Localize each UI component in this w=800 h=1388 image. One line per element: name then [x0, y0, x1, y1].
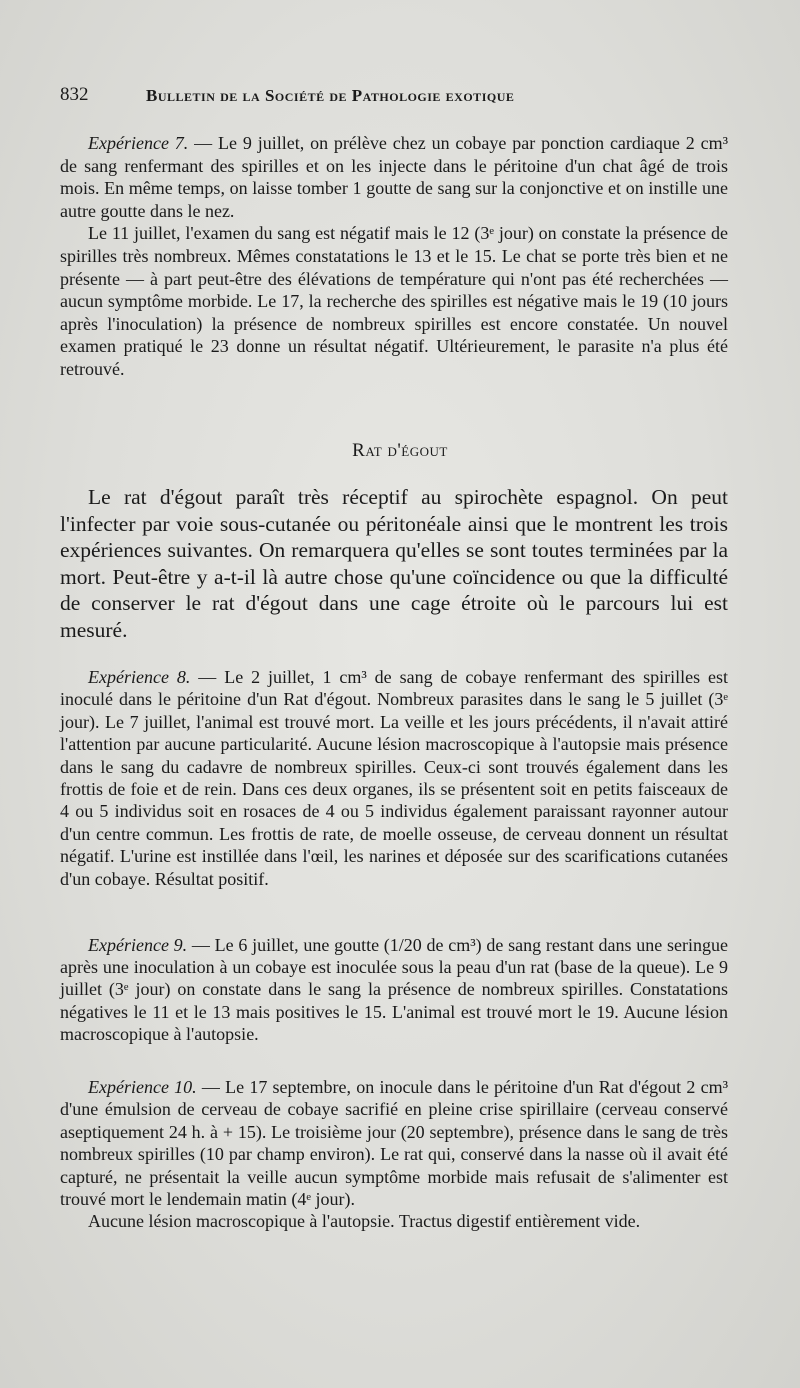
experience-7-paragraph-1 — [60, 132, 728, 222]
experience-10-label: Expérience 10. — [88, 1077, 197, 1097]
experience-7-label: Expérience 7. — [88, 133, 189, 153]
experience-7 — [60, 132, 728, 381]
experience-9-paragraph-1 — [60, 934, 728, 1045]
lead-paragraph-block — [60, 484, 728, 644]
running-title: Bulletin de la Société de Pathologie exotique — [146, 86, 515, 105]
experience-10 — [60, 1076, 728, 1233]
experience-9-label: Expérience 9. — [88, 935, 188, 955]
page-header — [60, 84, 720, 114]
experience-9 — [60, 934, 728, 1045]
experience-7-text-1: — Le 9 juillet, on prélève chez un cobaye par ponction cardiaque 2 cm³ de sang renfermant des spirilles et on les injecte dans le péritoine d'un chat âgé de trois mois. En même temps, on laisse tomber 1 goutte de sang sur la conjonctive et on instille une autre goutte dans le nez. — [60, 133, 728, 221]
experience-8 — [60, 666, 728, 890]
experience-8-paragraph-1 — [60, 666, 728, 890]
experience-9-text-1: — Le 6 juillet, une goutte (1/20 de cm³) de sang restant dans une seringue après une inoculation à un cobaye est inoculée sous la peau d'un rat (base de la queue). Le 9 juillet (3ᵉ jour) on constate dans le sang la présence de nombreux spirilles. Constatations négatives le 11 et le 13 mais positives le 15. L'animal est trouvé mort le 19. Aucune lésion macroscopique à l'autopsie. — [60, 935, 728, 1044]
experience-7-paragraph-2: Le 11 juillet, l'examen du sang est négatif mais le 12 (3ᵉ jour) on constate la présence de spirilles très nombreux. Mêmes constatations le 13 et le 15. Le chat se porte très bien et ne présente — à part peut-être des élévations de température qui n'ont pas été recherchées — aucun symptôme morbide. Le 17, la recherche des spirilles est négative mais le 19 (10 jours après l'inoculation) la présence de nombreux spirilles est encore constatée. Un nouvel examen pratiqué le 23 donne un résultat négatif. Ultérieurement, le parasite n'a plus été retrouvé. — [60, 223, 728, 379]
experience-8-label: Expérience 8. — [88, 667, 191, 687]
experience-10-paragraph-2: Aucune lésion macroscopique à l'autopsie. Tractus digestif entièrement vide. — [88, 1211, 641, 1232]
section-title: Rat d'égout — [352, 440, 448, 461]
lead-paragraph: Le rat d'égout paraît très réceptif au spirochète espagnol. On peut l'infecter par voie sous-cutanée ou péritonéale ainsi que le montrent les trois expériences suivantes. On remarquera qu'elles se sont toutes terminées par la mort. Peut-être y a-t-il là autre chose qu'une coïncidence ou que la difficulté de conserver le rat d'égout dans une cage étroite où le parcours lui est mesuré. — [60, 485, 728, 642]
experience-10-paragraph-1 — [60, 1076, 728, 1210]
page-number: 832 — [60, 84, 89, 105]
experience-10-text-1: — Le 17 septembre, on inocule dans le péritoine d'un Rat d'égout 2 cm³ d'une émulsion de cerveau de cobaye sacrifié en pleine crise spirillaire (cerveau conservé aseptiquement 24 h. à + 15). Le troisième jour (20 septembre), présence dans le sang de très nombreux spirilles (10 par champ environ). Le rat qui, conservé dans la nasse où il avait été capturé, ne présentait la veille aucun symptôme morbide mais refusait de s'alimenter est trouvé mort le lendemain matin (4ᵉ jour). — [60, 1077, 728, 1210]
experience-8-text-1: — Le 2 juillet, 1 cm³ de sang de cobaye renfermant des spirilles est inoculé dans le péritoine d'un Rat d'égout. Nombreux parasites dans le sang le 5 juillet (3ᵉ jour). Le 7 juillet, l'animal est trouvé mort. La veille et les jours précédents, il n'avait attiré l'attention par aucune particularité. Aucune lésion macroscopique à l'autopsie mais présence dans le sang du cadavre de nombreux spirilles. Ceux-ci sont trouvés également dans les frottis de foie et de rein. Dans ces deux organes, ils se présentent soit en petits faisceaux de 4 ou 5 individus soit en rosaces de 4 ou 5 individus également paraissant rayonner autour d'un centre commun. Les frottis de rate, de moelle osseuse, de cerveau donnent un résultat négatif. L'urine est instillée dans l'œil, les narines et déposée sur des scarifications cutanées d'un cobaye. Résultat positif. — [60, 667, 728, 889]
